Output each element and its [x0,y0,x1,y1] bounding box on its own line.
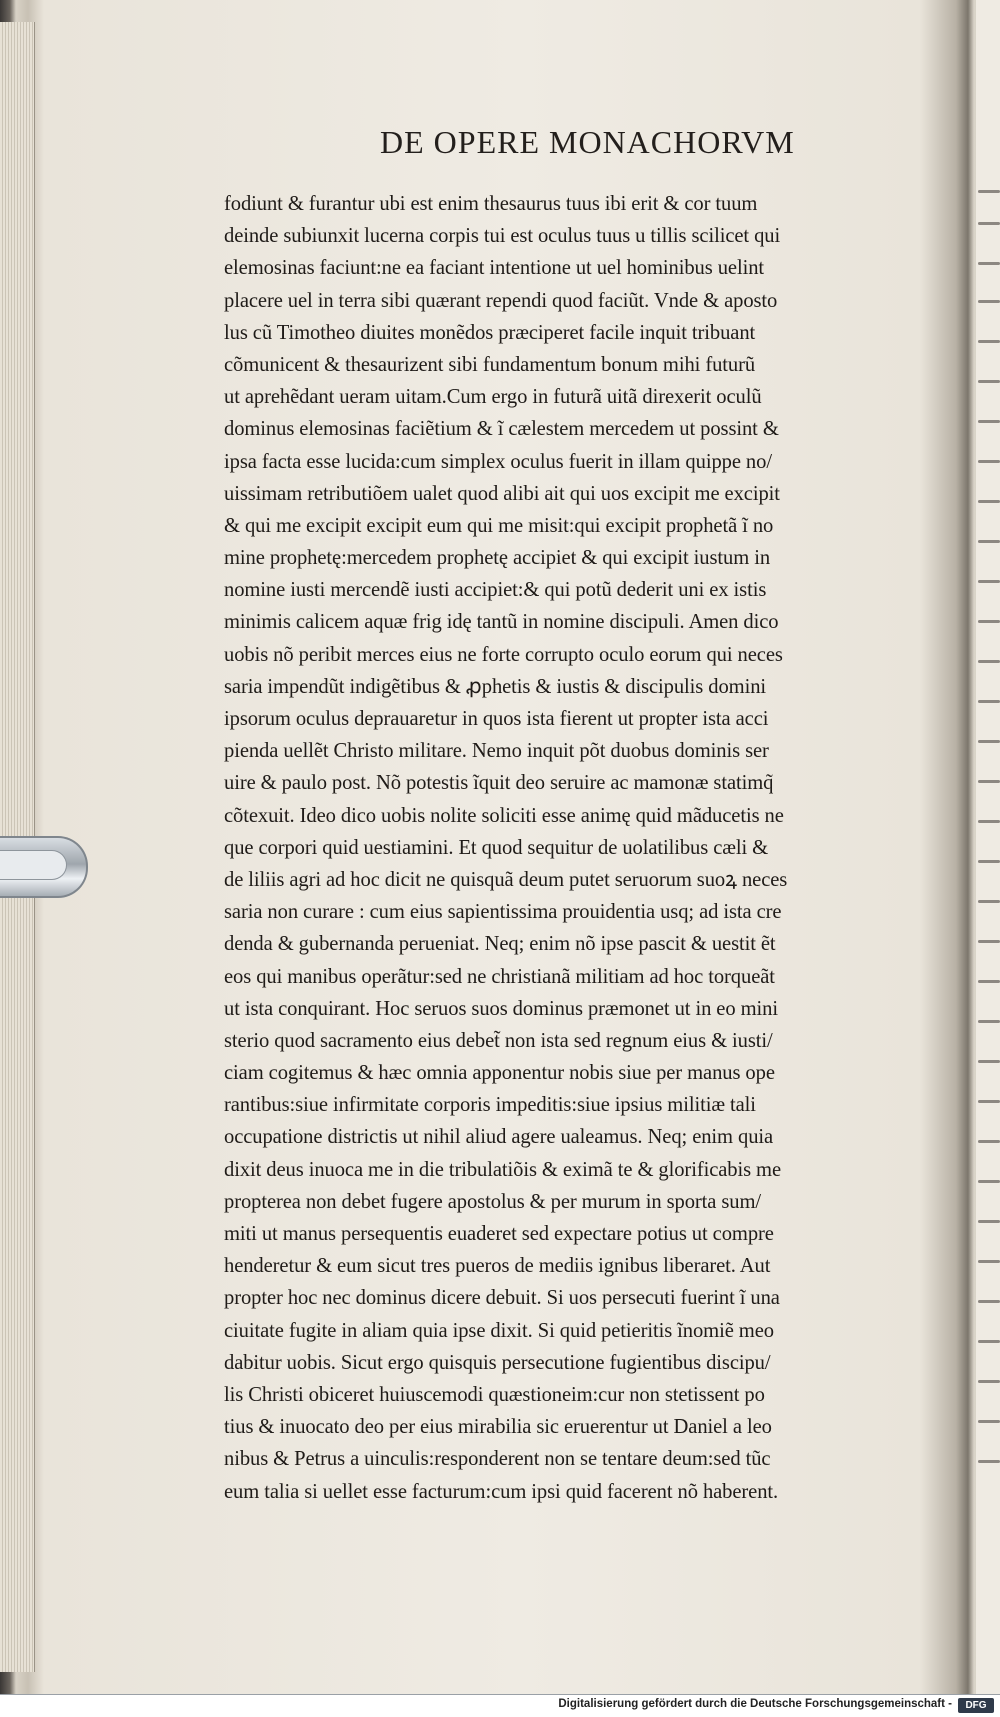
text-line: denda & gubernanda perueniat. Neq; enim nõ ipse pascit & uestit ẽt [224,933,776,956]
footer-bar [0,1694,1000,1717]
text-line: henderetur & eum sicut tres pueros de mediis ignibus liberaret. Aut [224,1255,771,1278]
text-line: ciam cogitemus & hæc omnia apponentur nobis siue per manus ope [224,1062,775,1085]
text-line: dixit deus inuoca me in die tribulatiõis & eximã te & glorificabis me [224,1158,782,1181]
text-line: tius & inuocato deo per eius mirabilia sic eruerentur ut Daniel a leo [224,1416,772,1439]
footer-credit: Digitalisierung gefördert durch die Deutsche Forschungsgemeinschaft - [558,1698,952,1710]
text-line: minimis calicem aquæ frig idę tantũ in nomine discipuli. Amen dico [224,611,779,634]
dfg-logo-icon: DFG [958,1698,994,1713]
text-line: uobis nõ peribit merces eius ne forte corrupto oculo eorum qui neces [224,643,783,666]
text-line: eos qui manibus operãtur:sed ne christianã militiam ad hoc torqueãt [224,965,775,988]
text-line: ipsa facta esse lucida:cum simplex oculus fuerit in illam quippe no/ [224,450,772,473]
running-header: DE OPERE MONACHORVM [380,124,795,160]
text-line: que corpori quid uestiamini. Et quod sequitur de uolatilibus cæli & [224,836,769,859]
text-line: fodiunt & furantur ubi est enim thesaurus tuus ibi erit & cor tuum [224,193,758,215]
text-line: deinde subiunxit lucerna corpis tui est oculus tuus u tillis scilicet qui [224,225,781,248]
body-text [224,188,924,1508]
text-line: saria non curare : cum eius sapientissima prouidentia usq; ad ista cre [224,901,782,924]
text-line: & qui me excipit excipit eum qui me misit:qui excipit prophetã ĩ no [224,514,774,537]
text-line: pienda uellẽt Christo militare. Nemo inquit põt duobus dominis ser [224,740,769,763]
text-line: saria impendũt indigẽtibus & ꝓphetis & iustis & discipulis domini [224,675,767,698]
text-line: sterio quod sacramento eius debet̃ non ista sed regnum eius & iusti/ [224,1029,773,1052]
text-line: cõmunicent & thesaurizent sibi fundamentum bonum mihi futurũ [224,353,756,376]
text-line: occupatione districtis ut nihil aliud agere ualeamus. Neq; enim quia [224,1126,774,1149]
text-line: cõtexuit. Ideo dico uobis nolite soliciti esse animę quid mãducetis ne [224,804,784,827]
text-line: rantibus:siue infirmitate corporis impeditis:siue ipsius militiæ tali [224,1094,756,1117]
text-line: uire & paulo post. Nõ potestis ĩquit deo seruire ac mamonæ statimq̃ [224,772,774,795]
facing-page-fragment [976,0,1000,1716]
text-line: nibus & Petrus a uinculis:responderent non se tentare deum:sed tũc [224,1448,771,1471]
text-line: nomine iusti mercendẽ iusti accipiet:& qui potũ dederit uni ex istis [224,579,767,602]
book-clamp-inner [0,850,67,880]
text-line: lus cũ Timotheo diuites monẽdos præciperet facile inquit tribuant [224,321,756,344]
text-line: uissimam retributiõem ualet quod alibi ait qui uos excipit me excipit [224,482,780,505]
text-line: de liliis agri ad hoc dicit ne quisquã deum putet seruorum suoꝝ neces [224,868,788,891]
text-line: dominus elemosinas faciẽtium & ĩ cælestem mercedem ut possint & [224,418,779,441]
text-line: ut aprehẽdant ueram uitam.Cum ergo in futurã uitã direxerit oculũ [224,386,762,409]
text-line: eum talia si uellet esse facturum:cum ipsi quid facerent nõ haberent. [224,1480,779,1503]
text-line: mine prophetę:mercedem prophetę accipiet & qui excipit iustum in [224,547,771,570]
text-line: propterea non debet fugere apostolus & per murum in sporta sum/ [224,1190,762,1213]
text-line: ut ista conquirant. Hoc seruos suos dominus præmonet ut in eo mini [224,997,778,1020]
text-line: ipsorum oculus deprauaretur in quos ista fierent ut propter ista acci [224,708,769,730]
text-line: elemosinas faciunt:ne ea faciant intentione ut uel hominibus uelint [224,257,765,280]
text-line: ciuitate fugite in aliam quia ipse dixit. Si quid petieritis ĩnomiẽ meo [224,1319,774,1342]
text-line: miti ut manus persequentis euaderet sed expectare potius ut compre [224,1223,774,1245]
text-line: propter hoc nec dominus dicere debuit. Si uos persecuti fuerint ĩ una [224,1287,780,1310]
text-line: lis Christi obiceret huiuscemodi quæstioneim:cur non stetissent po [224,1383,765,1406]
text-line: placere uel in terra sibi quærant rependi quod faciũt. Vnde & aposto [224,289,778,312]
text-line: dabitur uobis. Sicut ergo quisquis persecutione fugientibus discipu/ [224,1351,771,1374]
